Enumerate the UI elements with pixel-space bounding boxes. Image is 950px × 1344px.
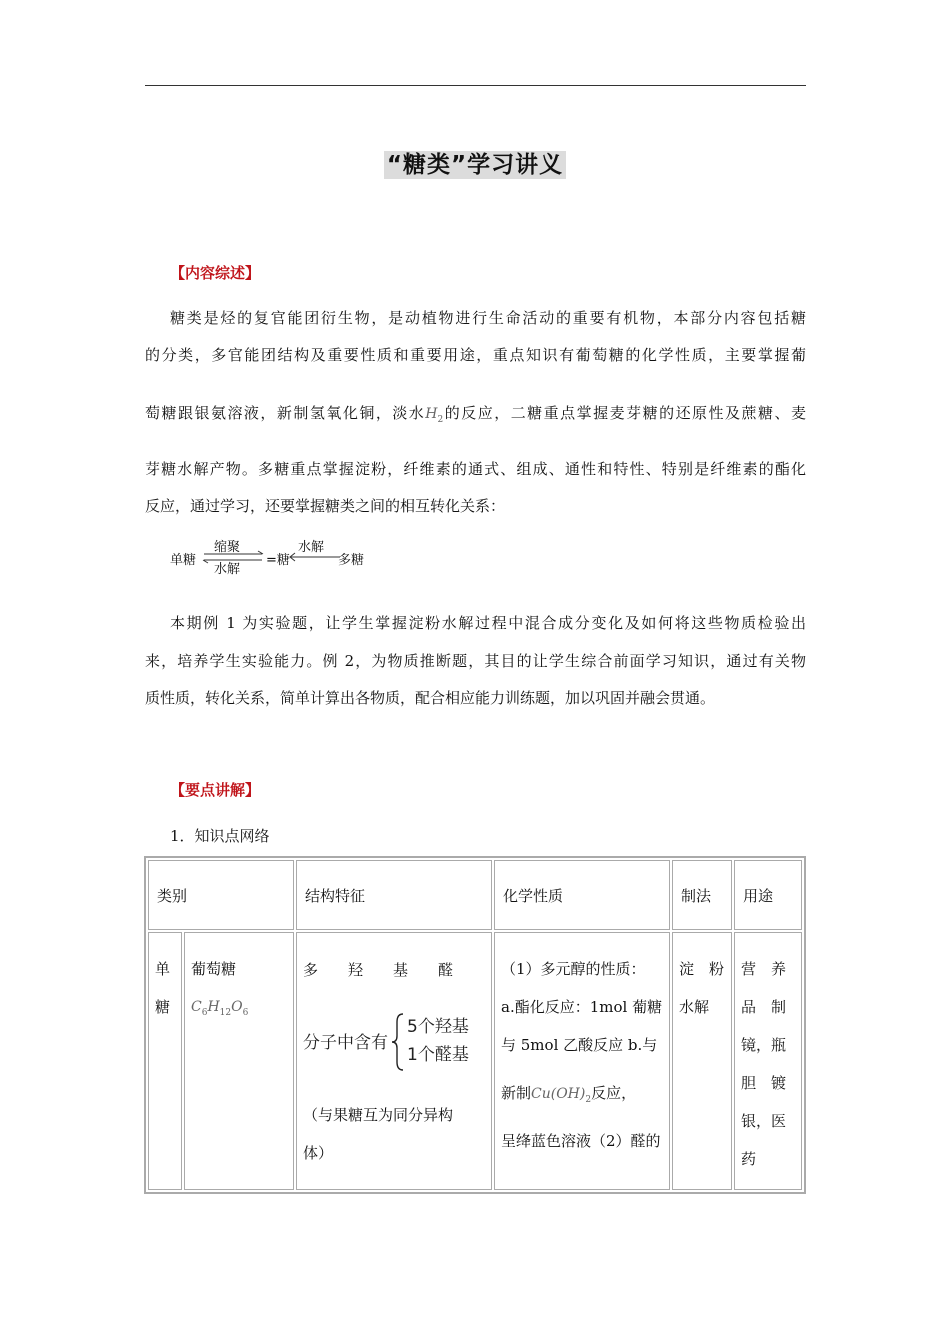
section-heading-overview: 【内容综述】 (170, 264, 261, 282)
structure-line: 多 羟 基 醛 (303, 961, 454, 979)
header-uses: 用途 (734, 860, 802, 930)
cell-preparation: 淀 粉 水解 (672, 932, 732, 1190)
cell-uses: 营 养 品 制 镜，瓶 胆 镀 银，医 药 (734, 932, 802, 1190)
cell-category: 单 糖 (148, 932, 182, 1190)
scheme-disaccharide: =糖 (266, 553, 290, 568)
paragraph-line: 本期例 1 为实验题，让学生掌握淀粉水解过程中混合成分变化及如何将这些物质检验出 (170, 614, 806, 632)
header-preparation: 制法 (672, 860, 732, 930)
scheme-bottom-label: 水解 (214, 562, 241, 577)
section-heading-keypoints: 【要点讲解】 (170, 781, 261, 799)
copper-hydroxide-formula: $Cu(OH)_2$ (531, 1086, 592, 1105)
cell-name (184, 932, 294, 1190)
paragraph-line: 的分类，多官能团结构及重要性质和重要用途，重点知识有葡萄糖的化学性质，主要掌握葡 (145, 346, 806, 364)
paragraph-line: 糖类是烃的复官能团衍生物，是动植物进行生命活动的重要有机物，本部分内容包括糖 (170, 309, 806, 327)
curly-brace-icon (391, 1012, 405, 1072)
knowledge-table (144, 856, 806, 1194)
header-chemistry: 化学性质 (494, 860, 670, 930)
subheading-knowledge-network: 1．知识点网络 (170, 827, 270, 845)
conversion-scheme (170, 540, 370, 576)
paragraph-line: 芽糖水解产物。多糖重点掌握淀粉，纤维素的通式、组成、通性和特性、特别是纤维素的酯化 (145, 460, 806, 478)
header-rule (145, 85, 806, 86)
glucose-name: 葡萄糖 (191, 960, 237, 978)
table-row (148, 932, 802, 1190)
h2-formula: $H_2$ (425, 406, 444, 425)
paragraph-line: 质性质，转化关系，简单计算出各物质，配合相应能力训练题，加以巩固并融会贯通。 (145, 689, 716, 707)
header-structure: 结构特征 (296, 860, 492, 930)
table-header-row (148, 860, 802, 930)
header-category: 类别 (148, 860, 294, 930)
brace-group: 分子中含有 5个羟基 1个醛基 (303, 1008, 485, 1078)
scheme-right-label: 水解 (298, 540, 325, 555)
cell-structure: 多 羟 基 醛 分子中含有 5个羟基 1个醛基 （与果糖互为同分异构 体） (296, 932, 492, 1190)
paragraph-line-with-formula: 萄糖跟银氨溶液，新制氢氧化铜，淡水$H_2$的反应，二糖重点掌握麦芽糖的还原性及蔗糖、麦 (145, 404, 806, 425)
scheme-top-label: 缩聚 (214, 540, 241, 555)
scheme-monosaccharide: 单糖 (170, 553, 197, 568)
paragraph-line: 来，培养学生实验能力。例 2，为物质推断题，其目的让学生综合前面学习知识，通过有关物 (145, 652, 806, 670)
page-title: “糖类”学习讲义 (0, 146, 950, 179)
scheme-polysaccharide: 多糖 (338, 553, 365, 568)
left-arrow-icon (288, 552, 342, 562)
glucose-formula: $C_6H_{12}O_6$ (191, 999, 249, 1018)
paragraph-line: 反应，通过学习，还要掌握糖类之间的相互转化关系： (145, 497, 506, 515)
cell-chemistry: （1）多元醇的性质： a.酯化反应：1mol 葡糖 与 5mol 乙酸反应 b.与 新制$Cu(OH)_2$反应， 呈绛蓝色溶液（2）醛的 (494, 932, 670, 1190)
